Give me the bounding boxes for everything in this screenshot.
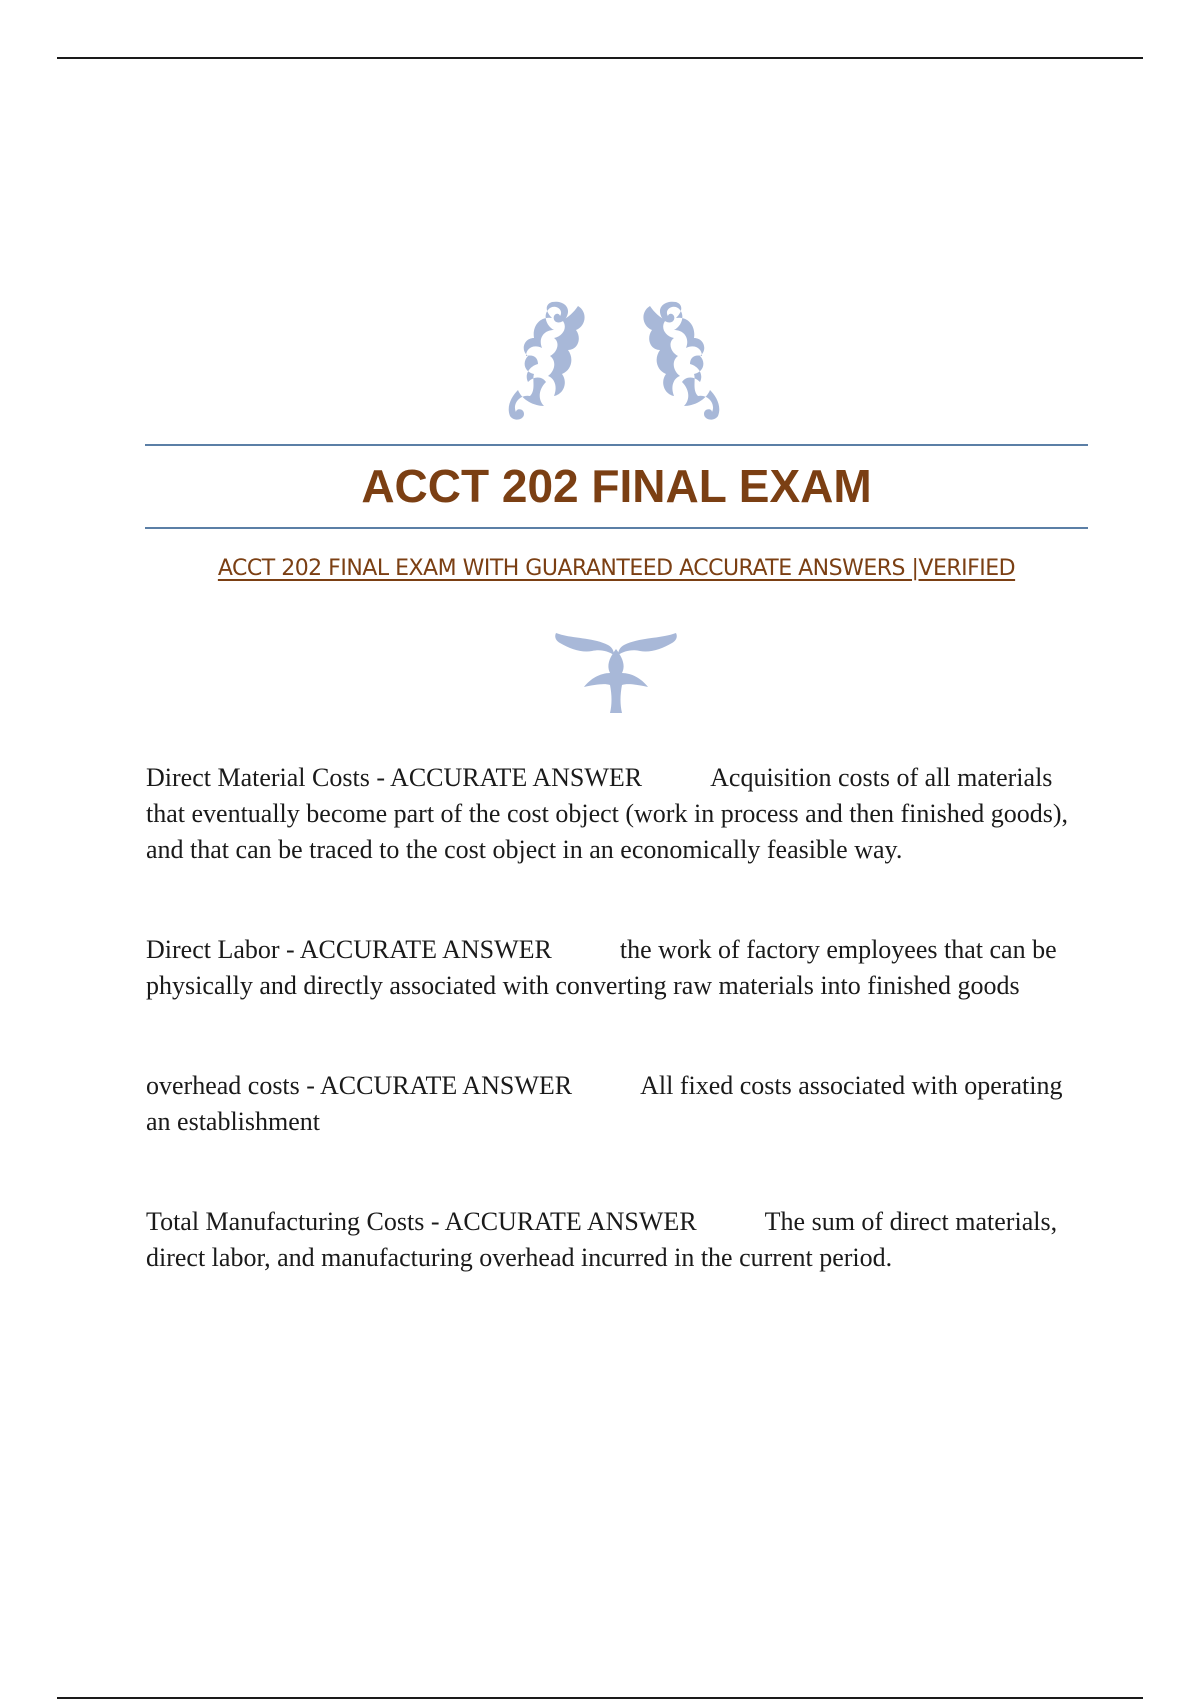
- qa-entry: [146, 932, 1086, 1004]
- entry-term: Direct Labor - ACCURATE ANSWER: [146, 935, 552, 964]
- document-subtitle: ACCT 202 FINAL EXAM WITH GUARANTEED ACCURATE ANSWERS |VERIFIED: [217, 556, 1016, 581]
- entry-definition: the work of factory employees that can be physically and directly associated with converting raw materials into finished goods: [146, 935, 1057, 1000]
- entry-definition: Acquisition costs of all materials that eventually become part of the cost object (work in process and then finished goods), and that can be traced to the cost object in an economically feasible way.: [146, 763, 1069, 864]
- entry-definition: The sum of direct materials, direct labor, and manufacturing overhead incurred in the current period.: [146, 1207, 1058, 1272]
- title-rule-lower: [145, 527, 1088, 529]
- footer-rule: [57, 1697, 1143, 1699]
- entry-definition: All fixed costs associated with operating an establishment: [146, 1071, 1063, 1136]
- entry-term: Total Manufacturing Costs - ACCURATE ANSWER: [146, 1207, 697, 1236]
- document-title: ACCT 202 FINAL EXAM: [361, 460, 872, 512]
- entry-term: overhead costs - ACCURATE ANSWER: [146, 1071, 573, 1100]
- qa-entries: [146, 760, 1086, 1276]
- fleuron-icon: [552, 629, 680, 713]
- qa-entry: [146, 760, 1086, 868]
- floral-scroll-icon: [494, 296, 734, 424]
- qa-entry: [146, 1068, 1086, 1140]
- title-rule-upper: [145, 444, 1088, 446]
- header-rule: [57, 57, 1143, 59]
- qa-entry: [146, 1204, 1086, 1276]
- entry-term: Direct Material Costs - ACCURATE ANSWER: [146, 763, 643, 792]
